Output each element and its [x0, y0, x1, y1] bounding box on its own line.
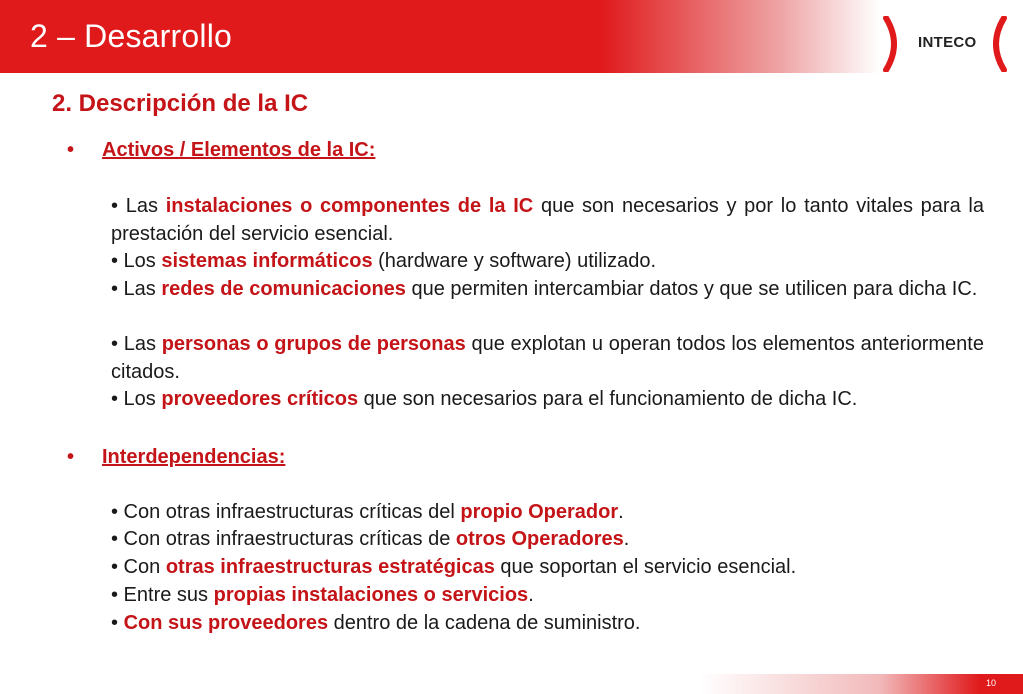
slide-title: 2 – Desarrollo	[30, 18, 233, 54]
logo-text: INTECO	[918, 34, 977, 51]
activos-heading: Activos / Elementos de la IC:	[102, 139, 376, 161]
item-highlight: otros Operadores	[455, 528, 624, 550]
interdependencias-item-4	[111, 582, 984, 610]
interdependencias-item-5	[111, 610, 984, 638]
activos-item-2	[111, 248, 984, 276]
item-prefix: • Con	[111, 556, 166, 578]
section-title: 2. Descripción de la IC	[52, 90, 309, 117]
item-prefix: • Los	[111, 250, 162, 272]
interdependencias-item-3	[111, 554, 984, 582]
item-suffix: .	[623, 528, 630, 550]
item-suffix: que son necesarios y por lo tanto vitales para la prestación del servicio esencial.	[111, 195, 984, 245]
item-prefix: • Las	[111, 195, 166, 217]
item-highlight: sistemas informáticos	[161, 250, 373, 272]
item-suffix: .	[528, 584, 534, 606]
interdependencias-item-1	[111, 499, 984, 527]
item-prefix: • Entre sus	[111, 584, 214, 606]
item-highlight: personas o grupos de personas	[161, 333, 466, 355]
item-highlight: proveedores críticos	[161, 388, 359, 410]
bracket-right-icon	[986, 16, 1008, 72]
activos-item-5	[111, 386, 984, 414]
item-suffix: (hardware y software) utilizado.	[372, 250, 657, 272]
item-prefix: • Los	[111, 388, 162, 410]
item-suffix: .	[618, 501, 624, 523]
footer-bar	[0, 674, 1023, 694]
item-suffix: que explotan u operan todos los elementos anteriormente citados.	[111, 333, 984, 383]
interdependencias-item-2	[111, 526, 984, 554]
item-suffix: dentro de la cadena de suministro.	[328, 612, 641, 634]
inteco-logo	[882, 16, 1012, 72]
item-highlight: propias instalaciones o servicios	[213, 584, 529, 606]
page-number: 10	[986, 678, 997, 688]
item-suffix: que soportan el servicio esencial.	[494, 556, 797, 578]
item-highlight: instalaciones o componentes de la IC	[165, 195, 534, 217]
interdependencias-heading: Interdependencias:	[102, 446, 286, 468]
item-highlight: redes de comunicaciones	[161, 278, 406, 300]
item-prefix: • Con otras infraestructuras críticas de	[111, 528, 456, 550]
header-bar	[0, 0, 1023, 73]
bullet-dot: •	[67, 446, 75, 468]
item-suffix: que permiten intercambiar datos y que se utilicen para dicha IC.	[405, 278, 978, 300]
item-prefix: • Con otras infraestructuras críticas del	[111, 501, 461, 523]
bullet-dot: •	[67, 139, 75, 161]
item-highlight: Con sus proveedores	[123, 612, 329, 634]
item-prefix: • Las	[111, 278, 162, 300]
activos-item-4	[111, 331, 984, 386]
item-highlight: otras infraestructuras estratégicas	[165, 556, 495, 578]
activos-item-3	[111, 276, 984, 304]
item-prefix: • Las	[111, 333, 162, 355]
item-prefix: •	[111, 612, 124, 634]
item-highlight: propio Operador	[460, 501, 619, 523]
activos-item-1	[111, 193, 984, 248]
bracket-left-icon	[882, 16, 904, 72]
item-suffix: que son necesarios para el funcionamiento de dicha IC.	[358, 388, 858, 410]
